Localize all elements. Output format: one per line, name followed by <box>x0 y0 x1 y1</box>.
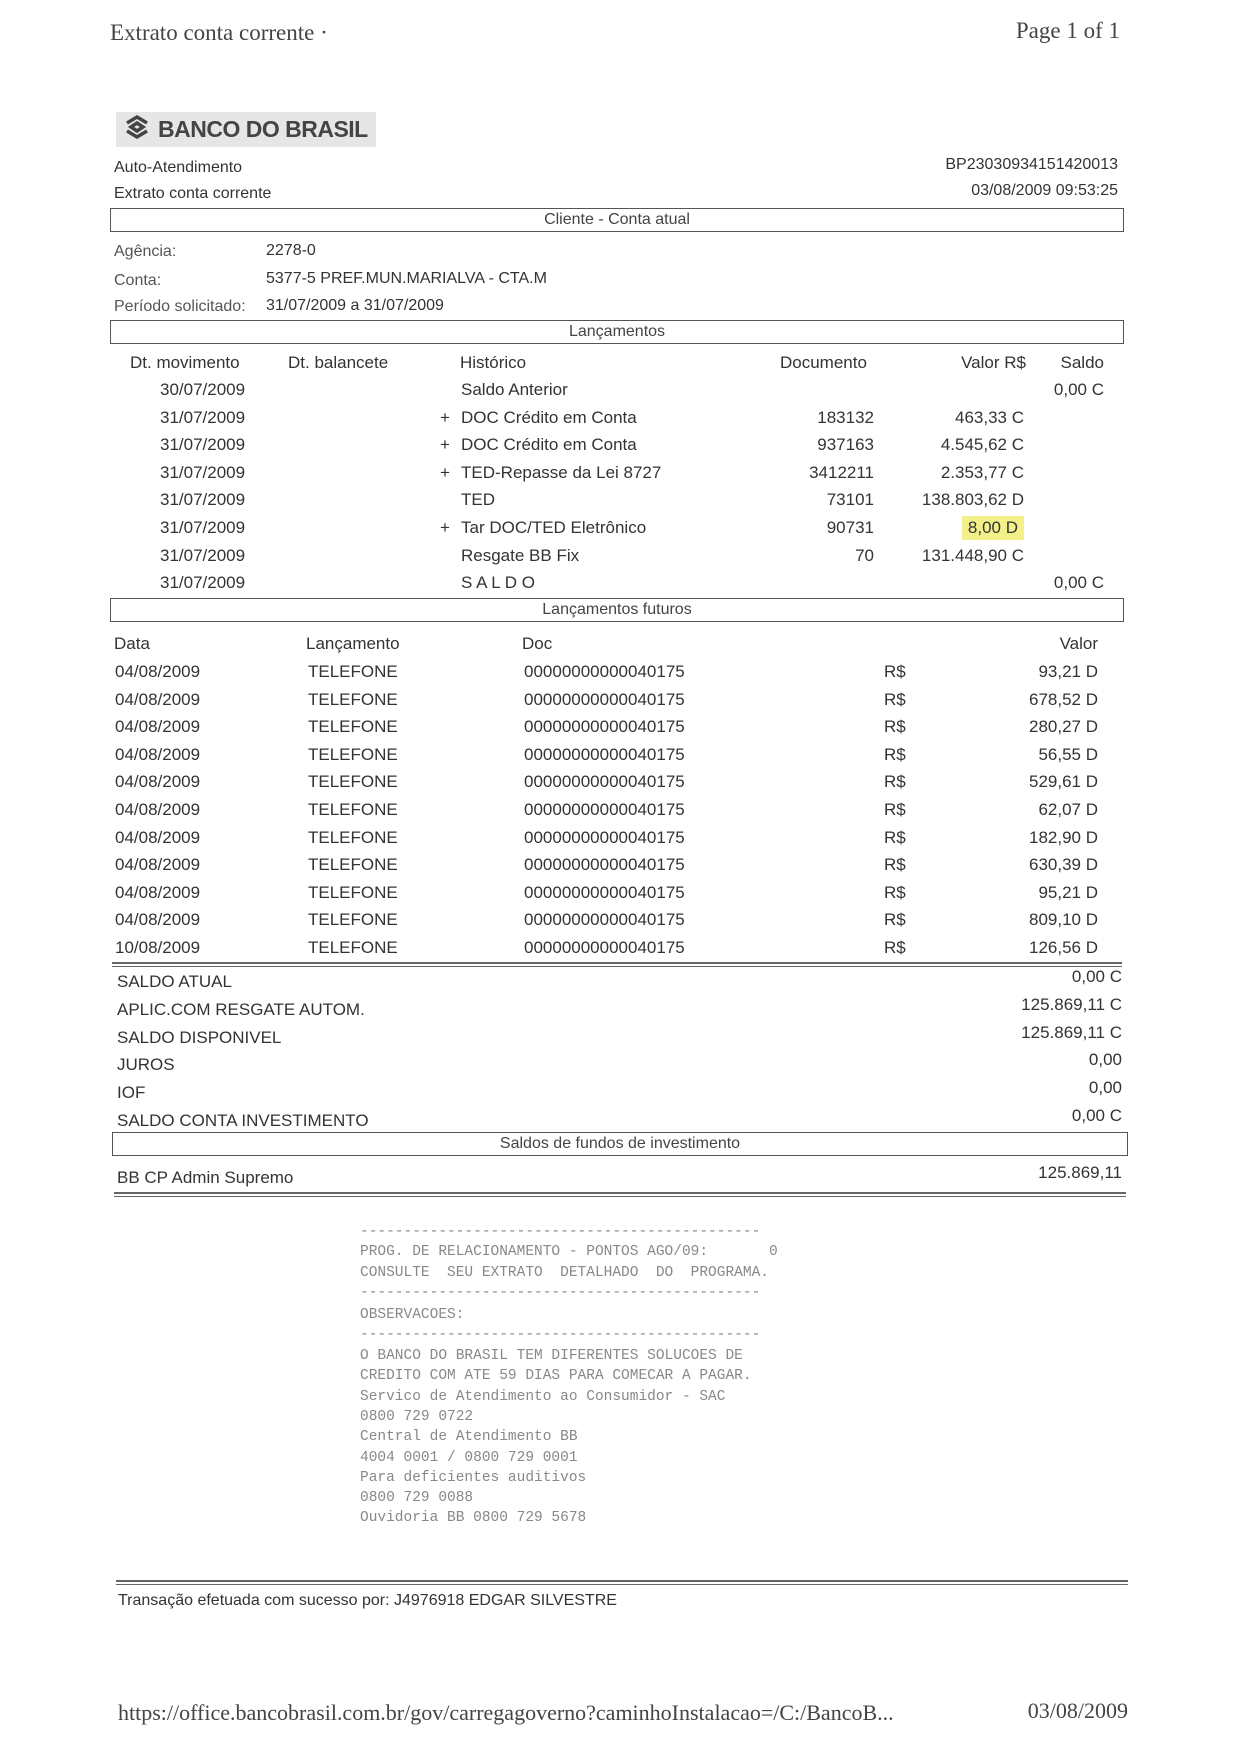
footer-divider <box>116 1580 1128 1585</box>
lancamento-row <box>0 461 1244 485</box>
futuro-doc: 00000000000040175 <box>524 882 685 902</box>
summary-row <box>0 994 1244 1022</box>
notice-line: 0800 729 0088 <box>360 1490 474 1507</box>
lancamento-documento: 183132 <box>817 407 874 427</box>
lancamento-valor: 8,00 D <box>962 516 1024 540</box>
futuro-currency: R$ <box>884 827 906 847</box>
summary-label: IOF <box>117 1083 146 1103</box>
lancamento-documento: 937163 <box>817 435 874 455</box>
summary-label: SALDO ATUAL <box>117 972 232 991</box>
col-valor: Valor R$ <box>961 353 1026 372</box>
futuro-data: 04/08/2009 <box>115 717 201 737</box>
lancamento-sign: + <box>440 462 450 482</box>
futuro-doc: 00000000000040175 <box>524 717 685 737</box>
lancamento-dt: 31/07/2009 <box>160 490 246 510</box>
lancamento-dt: 31/07/2009 <box>160 545 246 565</box>
lancamento-documento: 90731 <box>826 518 874 537</box>
notice-line: Servico de Atendimento ao Consumidor - SAC <box>360 1388 726 1405</box>
fundos-divider <box>114 1192 1126 1197</box>
notice-line: CREDITO COM ATE 59 DIAS PARA COMECAR A PAGAR. <box>360 1368 752 1385</box>
futuro-lancamento: TELEFONE <box>308 744 398 764</box>
header-extrato: Extrato conta corrente <box>114 185 272 202</box>
futuro-valor: 126,56 D <box>1029 938 1098 957</box>
futuro-doc: 00000000000040175 <box>524 855 685 875</box>
futuro-data: 04/08/2009 <box>115 772 201 792</box>
futuro-doc: 00000000000040175 <box>524 800 685 819</box>
header-datetime: 03/08/2009 09:53:25 <box>971 182 1118 199</box>
notice-dashes-2: ---------------------------------------------- <box>360 1285 761 1301</box>
futuro-row <box>0 715 1244 739</box>
summary-row <box>0 1022 1244 1050</box>
futuro-row <box>0 770 1244 794</box>
futuro-valor: 529,61 D <box>1029 772 1098 792</box>
fundo-value: 125.869,11 <box>1038 1163 1122 1182</box>
notice-obs: OBSERVACOES: <box>360 1307 465 1323</box>
client-section-title: Cliente - Conta atual <box>110 208 1124 232</box>
futuro-currency: R$ <box>884 800 906 819</box>
futuro-row <box>0 908 1244 932</box>
futuro-doc: 00000000000040175 <box>524 662 685 681</box>
lancamento-valor: 4.545,62 C <box>940 435 1024 455</box>
lancamento-dt: 31/07/2009 <box>160 462 246 482</box>
futuro-currency: R$ <box>884 855 906 875</box>
futuro-doc: 00000000000040175 <box>524 827 685 847</box>
col-dt-movimento: Dt. movimento <box>130 353 240 372</box>
futuros-header-row <box>0 632 1244 656</box>
periodo-label: Período solicitado: <box>114 298 246 315</box>
print-footer-date: 03/08/2009 <box>1027 1698 1128 1723</box>
periodo-value: 31/07/2009 a 31/07/2009 <box>266 297 444 314</box>
lancamento-historico: TED-Repasse da Lei 8727 <box>461 462 662 482</box>
futuro-row <box>0 660 1244 684</box>
lancamento-row <box>0 378 1244 402</box>
col-lancamento: Lançamento <box>306 634 400 653</box>
notice-prog-line: PROG. DE RELACIONAMENTO - PONTOS AGO/09: 0 <box>360 1244 778 1260</box>
lancamento-historico: DOC Crédito em Conta <box>461 407 637 427</box>
lancamento-dt: 31/07/2009 <box>160 407 246 427</box>
summary-row <box>0 1106 1244 1133</box>
summary-value: 0,00 <box>1088 1078 1122 1098</box>
summary-label: SALDO DISPONIVEL <box>117 1027 282 1047</box>
lancamento-saldo: 0,00 C <box>1053 573 1104 593</box>
futuro-valor: 630,39 D <box>1029 855 1098 875</box>
lancamento-historico: Tar DOC/TED Eletrônico <box>461 518 647 537</box>
futuro-data: 04/08/2009 <box>115 827 201 847</box>
futuro-currency: R$ <box>884 717 906 737</box>
lancamento-sign: + <box>440 435 450 455</box>
lancamento-row <box>0 516 1244 540</box>
lancamento-valor: 131.448,90 C <box>921 545 1024 565</box>
futuro-lancamento: TELEFONE <box>308 717 398 737</box>
futuro-currency: R$ <box>884 689 906 709</box>
futuro-currency: R$ <box>884 772 906 792</box>
futuro-lancamento: TELEFONE <box>308 772 398 792</box>
lancamento-historico: Resgate BB Fix <box>461 545 580 565</box>
print-header-title: Extrato conta corrente · <box>110 20 328 45</box>
summary-value: 125.869,11 C <box>1021 994 1122 1014</box>
futuro-data: 04/08/2009 <box>115 910 201 930</box>
col-dt-balancete: Dt. balancete <box>288 353 389 372</box>
col-historico: Histórico <box>460 353 527 372</box>
col-valor-futuro: Valor <box>1059 634 1098 653</box>
col-doc: Doc <box>522 634 553 653</box>
summary-value: 0,00 C <box>1071 1106 1122 1125</box>
notice-line: 0800 729 0722 <box>360 1408 474 1425</box>
lancamento-dt: 30/07/2009 <box>160 380 246 399</box>
futuro-row <box>0 936 1244 960</box>
lancamento-valor: 463,33 C <box>955 407 1024 427</box>
futuro-lancamento: TELEFONE <box>308 827 398 847</box>
futuro-valor: 280,27 D <box>1029 717 1098 737</box>
futuro-currency: R$ <box>884 938 906 957</box>
col-documento: Documento <box>780 353 867 372</box>
futuro-currency: R$ <box>884 744 906 764</box>
notice-line: O BANCO DO BRASIL TEM DIFERENTES SOLUCOES DE <box>360 1348 743 1364</box>
lancamento-row <box>0 433 1244 457</box>
futuro-row <box>0 881 1244 905</box>
lancamento-sign: + <box>440 518 450 537</box>
futuro-data: 04/08/2009 <box>115 744 201 764</box>
futuro-doc: 00000000000040175 <box>524 910 685 930</box>
fundos-section-title: Saldos de fundos de investimento <box>112 1132 1128 1156</box>
print-footer-url: https://office.bancobrasil.com.br/gov/carregagoverno?caminhoInstalacao=/C:/BancoB... <box>118 1700 894 1725</box>
bank-logo <box>116 112 376 147</box>
fundo-label: BB CP Admin Supremo <box>117 1168 294 1187</box>
lancamento-historico: S A L D O <box>461 573 536 593</box>
futuro-lancamento: TELEFONE <box>308 800 398 819</box>
summary-label: SALDO CONTA INVESTIMENTO <box>117 1111 369 1130</box>
futuro-row <box>0 688 1244 712</box>
futuro-currency: R$ <box>884 882 906 902</box>
lancamento-dt: 31/07/2009 <box>160 573 246 593</box>
summary-value: 0,00 C <box>1071 967 1122 986</box>
futuro-valor: 678,52 D <box>1029 689 1098 709</box>
summary-divider <box>112 962 1122 967</box>
futuro-doc: 00000000000040175 <box>524 772 685 792</box>
col-data: Data <box>114 634 150 653</box>
futuro-lancamento: TELEFONE <box>308 662 398 681</box>
summary-row <box>0 967 1244 994</box>
lancamento-row <box>0 488 1244 512</box>
futuro-lancamento: TELEFONE <box>308 910 398 930</box>
futuro-lancamento: TELEFONE <box>308 882 398 902</box>
lancamentos-header-row <box>0 351 1244 375</box>
col-saldo: Saldo <box>1060 353 1104 372</box>
lancamento-valor: 2.353,77 C <box>940 462 1024 482</box>
print-header-page: Page 1 of 1 <box>1015 18 1120 43</box>
futuro-data: 10/08/2009 <box>115 938 201 957</box>
summary-row <box>0 1078 1244 1105</box>
futuro-row <box>0 743 1244 767</box>
lancamento-documento: 73101 <box>826 490 874 510</box>
futuro-doc: 00000000000040175 <box>524 744 685 764</box>
notice-line: Ouvidoria BB 0800 729 5678 <box>360 1510 587 1527</box>
lancamento-historico: DOC Crédito em Conta <box>461 435 637 455</box>
futuro-valor: 182,90 D <box>1029 827 1098 847</box>
futuro-data: 04/08/2009 <box>115 689 201 709</box>
futuros-section-title: Lançamentos futuros <box>110 598 1124 622</box>
lancamentos-section-title: Lançamentos <box>110 320 1124 344</box>
summary-value: 125.869,11 C <box>1021 1022 1122 1042</box>
lancamento-row <box>0 544 1244 568</box>
lancamento-documento: 70 <box>855 545 874 565</box>
futuro-row <box>0 853 1244 877</box>
conta-label: Conta: <box>114 272 162 289</box>
summary-label: APLIC.COM RESGATE AUTOM. <box>117 999 365 1019</box>
futuro-doc: 00000000000040175 <box>524 938 685 957</box>
agencia-label: Agência: <box>114 243 177 260</box>
notice-line: 4004 0001 / 0800 729 0001 <box>360 1449 578 1466</box>
futuro-data: 04/08/2009 <box>115 662 201 681</box>
futuro-data: 04/08/2009 <box>115 855 201 875</box>
notice-dashes-1: ---------------------------------------------- <box>360 1224 761 1240</box>
lancamento-dt: 31/07/2009 <box>160 518 246 537</box>
notice-dashes-3: ---------------------------------------------- <box>360 1327 761 1343</box>
transaction-footer: Transação efetuada com sucesso por: J4976918 EDGAR SILVESTRE <box>118 1592 617 1609</box>
futuro-valor: 62,07 D <box>1038 800 1098 819</box>
futuro-valor: 95,21 D <box>1038 882 1098 902</box>
logo-text: BANCO DO BRASIL <box>158 116 368 142</box>
futuro-valor: 93,21 D <box>1038 662 1098 681</box>
agencia-value: 2278-0 <box>266 242 316 259</box>
futuro-lancamento: TELEFONE <box>308 938 398 957</box>
lancamento-valor: 138.803,62 D <box>921 490 1024 510</box>
banco-do-brasil-logo-icon <box>124 114 150 145</box>
notice-line: Para deficientes auditivos <box>360 1469 587 1486</box>
lancamento-saldo: 0,00 C <box>1053 380 1104 399</box>
lancamento-sign: + <box>440 407 450 427</box>
summary-row <box>0 1050 1244 1077</box>
header-code: BP23030934151420013 <box>945 156 1118 173</box>
futuro-row <box>0 826 1244 850</box>
lancamento-dt: 31/07/2009 <box>160 435 246 455</box>
lancamento-documento: 3412211 <box>809 462 874 482</box>
futuro-row <box>0 798 1244 822</box>
futuro-lancamento: TELEFONE <box>308 689 398 709</box>
lancamento-row <box>0 406 1244 430</box>
summary-label: JUROS <box>117 1055 175 1075</box>
notice-line: Central de Atendimento BB <box>360 1429 578 1446</box>
lancamento-row <box>0 571 1244 595</box>
lancamento-historico: TED <box>461 490 495 510</box>
lancamento-historico: Saldo Anterior <box>461 380 568 399</box>
header-auto-atendimento: Auto-Atendimento <box>114 159 243 176</box>
futuro-data: 04/08/2009 <box>115 882 201 902</box>
summary-value: 0,00 <box>1088 1050 1122 1070</box>
futuro-doc: 00000000000040175 <box>524 689 685 709</box>
futuro-lancamento: TELEFONE <box>308 855 398 875</box>
conta-value: 5377-5 PREF.MUN.MARIALVA - CTA.M <box>266 270 547 287</box>
futuro-data: 04/08/2009 <box>115 800 201 819</box>
notice-consulte-line: CONSULTE SEU EXTRATO DETALHADO DO PROGRAMA. <box>360 1265 769 1281</box>
futuro-currency: R$ <box>884 662 906 681</box>
futuro-valor: 809,10 D <box>1029 910 1098 930</box>
futuro-currency: R$ <box>884 910 906 930</box>
futuro-valor: 56,55 D <box>1038 744 1098 764</box>
